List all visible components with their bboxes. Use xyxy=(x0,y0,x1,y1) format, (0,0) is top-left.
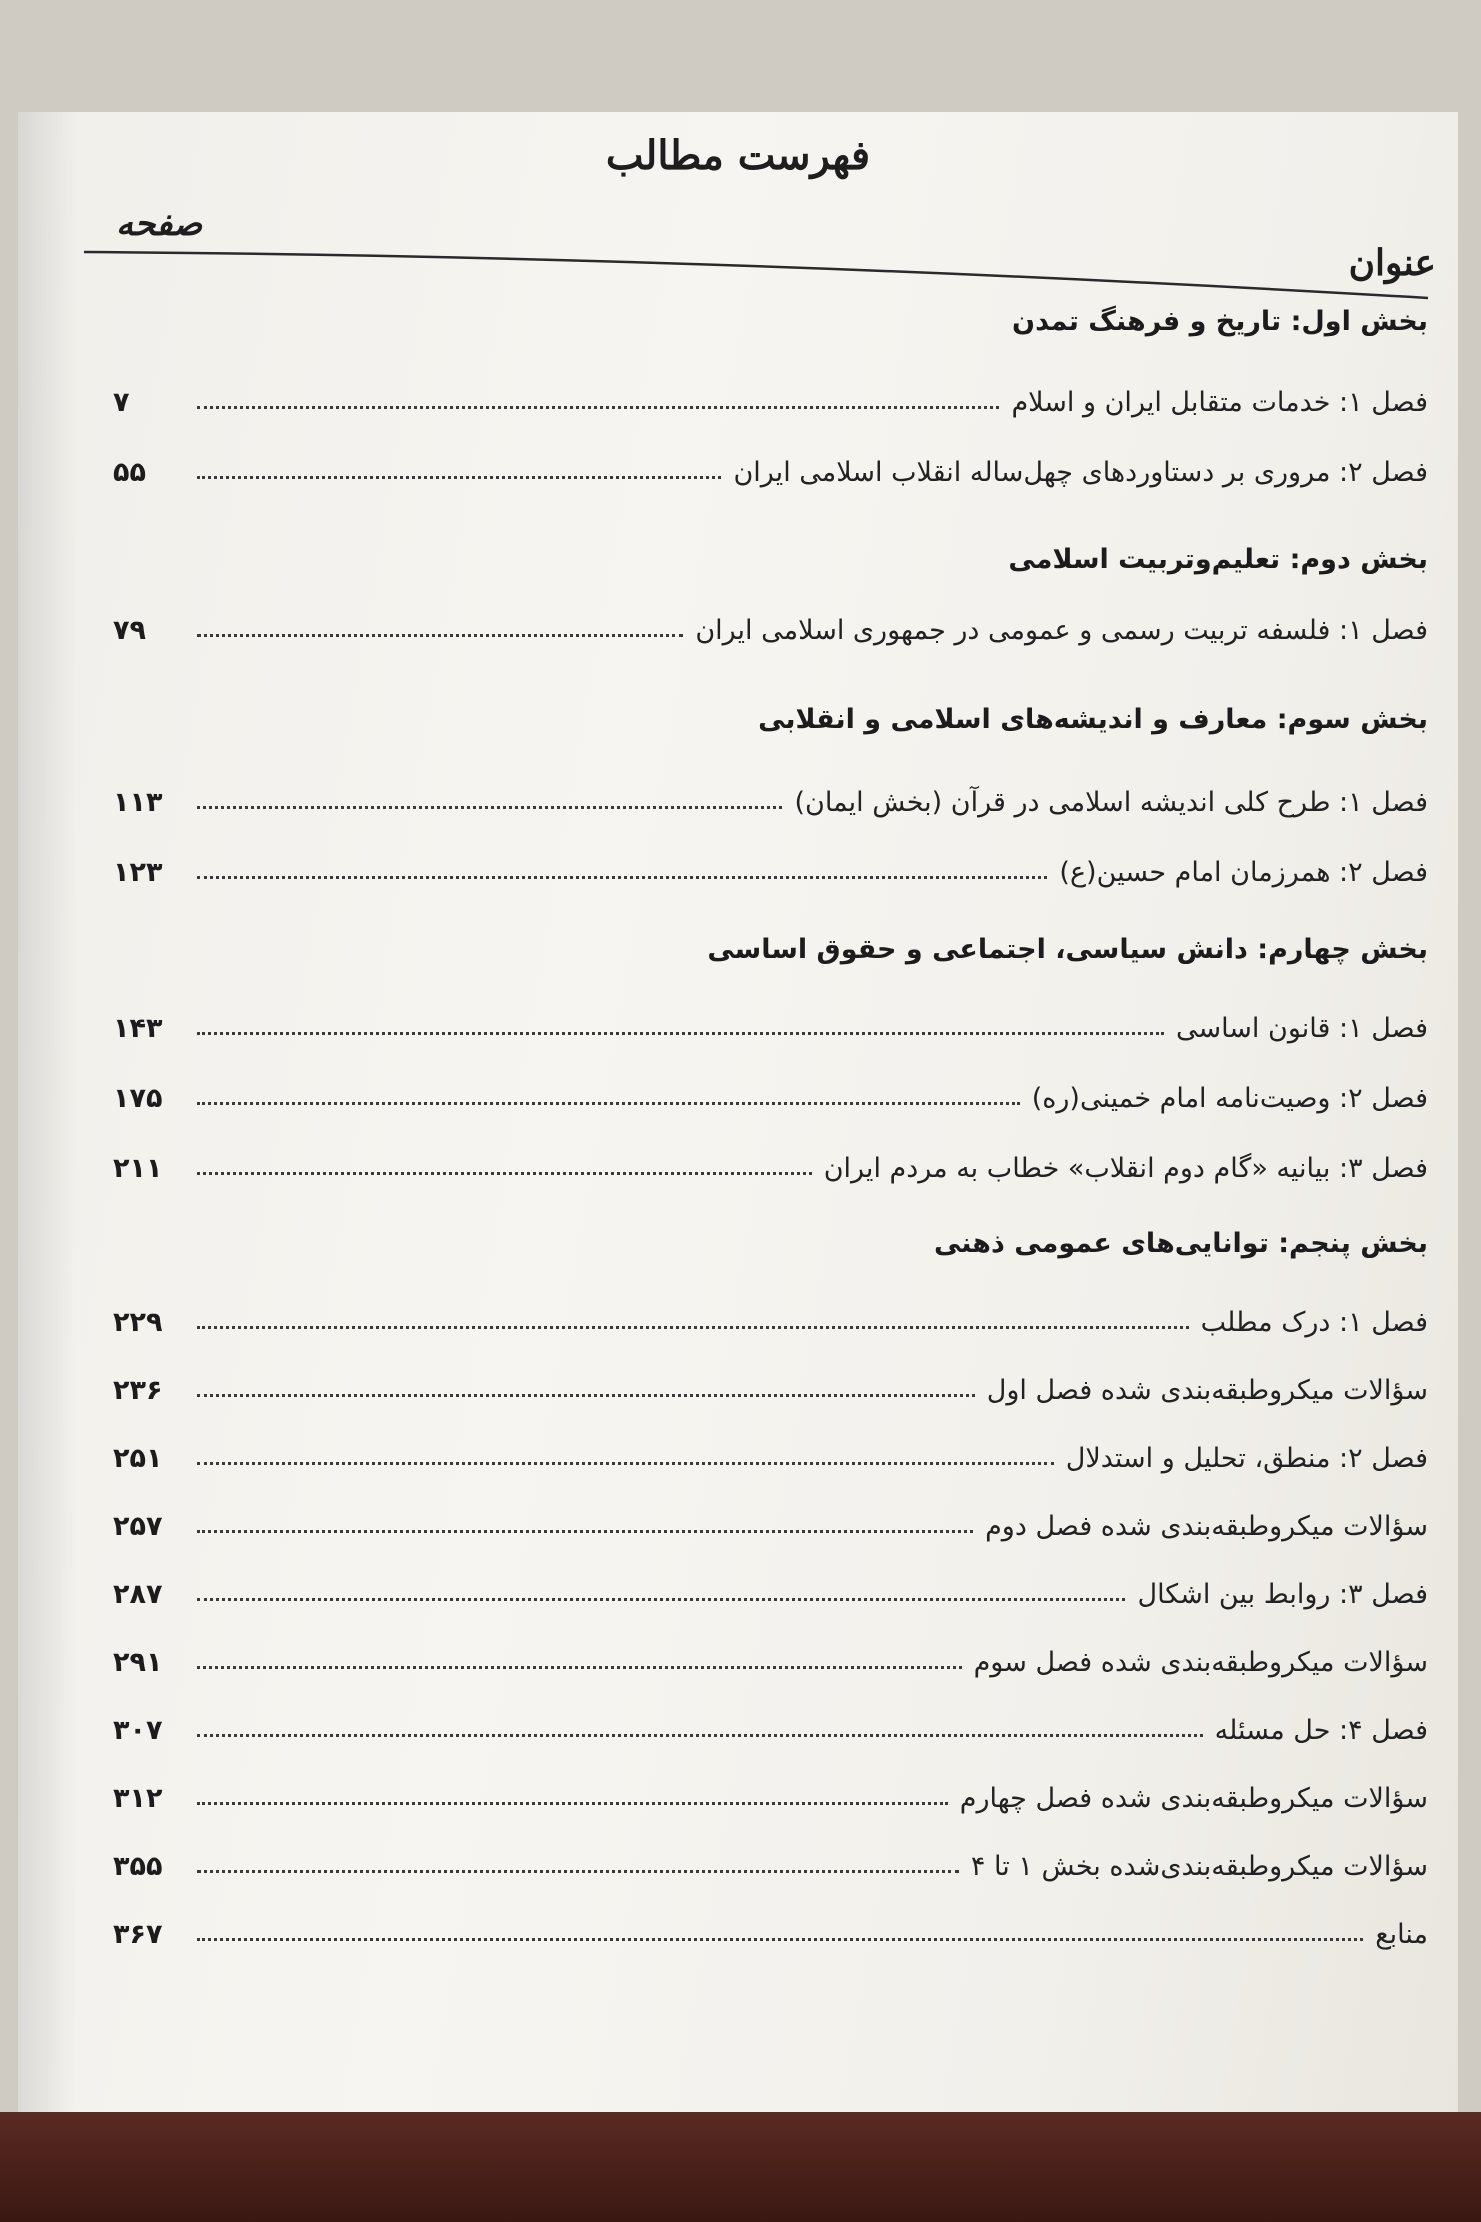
toc-entry-label: فصل ۳: روابط بین اشکال xyxy=(1137,1579,1428,1610)
dot-leader xyxy=(197,406,999,409)
page-title: فهرست مطالب xyxy=(605,132,871,179)
toc-row xyxy=(113,1564,1428,1610)
toc-entry-label: فصل ۱: درک مطلب xyxy=(1200,1307,1428,1338)
dot-leader xyxy=(197,1666,962,1669)
toc-row xyxy=(113,1700,1428,1746)
dot-leader xyxy=(197,1102,1020,1105)
toc-entry-page: ۲۹۱ xyxy=(113,1647,163,1678)
dot-leader xyxy=(197,806,782,809)
toc-entry-label: منابع xyxy=(1375,1919,1428,1950)
toc-entry-label: سؤالات میکروطبقه‌بندی شده فصل سوم xyxy=(973,1647,1428,1678)
dot-leader xyxy=(197,476,721,479)
toc-entry-label: فصل ۲: همرزمان امام حسین(ع) xyxy=(1059,857,1428,888)
section-heading-3: بخش سوم: معارف و اندیشه‌های اسلامی و انقلابی xyxy=(758,704,1428,735)
section-heading-5: بخش پنجم: توانایی‌های عمومی ذهنی xyxy=(933,1228,1428,1259)
toc-row xyxy=(113,1292,1428,1338)
toc-row xyxy=(113,842,1428,888)
toc-entry-label: فصل ۱: قانون اساسی xyxy=(1175,1013,1428,1044)
toc-row xyxy=(113,1496,1428,1542)
dot-leader xyxy=(197,1394,975,1397)
toc-row xyxy=(113,772,1428,818)
toc-entry-label: سؤالات میکروطبقه‌بندی‌شده بخش ۱ تا ۴ xyxy=(970,1851,1428,1882)
background-surface xyxy=(0,2112,1481,2222)
toc-entry-page: ۳۵۵ xyxy=(113,1851,163,1882)
toc-entry-label: فصل ۲: منطق، تحلیل و استدلال xyxy=(1065,1443,1428,1474)
toc-entry-page: ۳۰۷ xyxy=(113,1715,163,1746)
toc-entry-page: ۳۶۷ xyxy=(113,1919,163,1950)
toc-entry-label: فصل ۱: خدمات متقابل ایران و اسلام xyxy=(1011,387,1428,418)
toc-entry-page: ۵۵ xyxy=(113,457,146,488)
toc-entry-page: ۱۲۳ xyxy=(113,857,163,888)
toc-row xyxy=(113,1836,1428,1882)
column-header-title: عنوان xyxy=(1348,242,1436,284)
toc-entry-label: فصل ۱: فلسفه تربیت رسمی و عمومی در جمهوری اسلامی ایران xyxy=(695,615,1428,646)
toc-row xyxy=(113,442,1428,488)
dot-leader xyxy=(197,876,1047,879)
column-header-page: صفحه xyxy=(116,204,203,244)
toc-entry-page: ۷۹ xyxy=(113,615,146,646)
header-rule xyxy=(18,112,1458,312)
dot-leader xyxy=(197,1530,973,1533)
dot-leader xyxy=(197,1938,1363,1941)
toc-entry-page: ۲۱۱ xyxy=(113,1153,163,1184)
toc-entry-page: ۲۵۱ xyxy=(113,1443,163,1474)
toc-row xyxy=(113,1068,1428,1114)
toc-entry-page: ۱۷۵ xyxy=(113,1083,163,1114)
page-fold-shadow xyxy=(18,112,78,2112)
section-heading-1: بخش اول: تاریخ و فرهنگ تمدن xyxy=(1012,306,1428,337)
section-heading-2: بخش دوم: تعلیم‌وتربیت اسلامی xyxy=(1008,544,1428,575)
toc-entry-page: ۲۲۹ xyxy=(113,1307,163,1338)
toc-entry-label: فصل ۳: بیانیه «گام دوم انقلاب» خطاب به مردم ایران xyxy=(823,1153,1428,1184)
toc-entry-label: سؤالات میکروطبقه‌بندی شده فصل چهارم xyxy=(959,1783,1428,1814)
book-page xyxy=(18,112,1458,2112)
dot-leader xyxy=(197,1802,948,1805)
dot-leader xyxy=(197,1326,1189,1329)
toc-row xyxy=(113,1768,1428,1814)
toc-row xyxy=(113,998,1428,1044)
dot-leader xyxy=(197,634,683,637)
dot-leader xyxy=(197,1870,959,1873)
toc-entry-label: سؤالات میکروطبقه‌بندی شده فصل اول xyxy=(986,1375,1428,1406)
toc-row xyxy=(113,372,1428,418)
toc-entry-page: ۲۳۶ xyxy=(113,1375,163,1406)
toc-entry-label: فصل ۲: مروری بر دستاوردهای چهل‌ساله انقلاب اسلامی ایران xyxy=(733,457,1428,488)
dot-leader xyxy=(197,1032,1164,1035)
toc-entry-label: فصل ۲: وصیت‌نامه امام خمینی(ره) xyxy=(1031,1083,1428,1114)
toc-row xyxy=(113,1360,1428,1406)
toc-entry-label: فصل ۱: طرح کلی اندیشه اسلامی در قرآن (بخش ایمان) xyxy=(794,787,1428,818)
toc-entry-page: ۳۱۲ xyxy=(113,1783,163,1814)
toc-entry-page: ۱۴۳ xyxy=(113,1013,163,1044)
toc-row xyxy=(113,1632,1428,1678)
dot-leader xyxy=(197,1172,812,1175)
toc-entry-page: ۲۸۷ xyxy=(113,1579,163,1610)
dot-leader xyxy=(197,1462,1054,1465)
toc-entry-label: سؤالات میکروطبقه‌بندی شده فصل دوم xyxy=(985,1511,1428,1542)
toc-row xyxy=(113,1138,1428,1184)
toc-row xyxy=(113,1904,1428,1950)
dot-leader xyxy=(197,1734,1203,1737)
toc-row xyxy=(113,600,1428,646)
toc-entry-page: ۷ xyxy=(113,387,130,418)
toc-entry-label: فصل ۴: حل مسئله xyxy=(1214,1715,1428,1746)
toc-entry-page: ۲۵۷ xyxy=(113,1511,163,1542)
dot-leader xyxy=(197,1598,1125,1601)
toc-entry-page: ۱۱۳ xyxy=(113,787,163,818)
toc-row xyxy=(113,1428,1428,1474)
section-heading-4: بخش چهارم: دانش سیاسی، اجتماعی و حقوق اساسی xyxy=(707,934,1428,965)
